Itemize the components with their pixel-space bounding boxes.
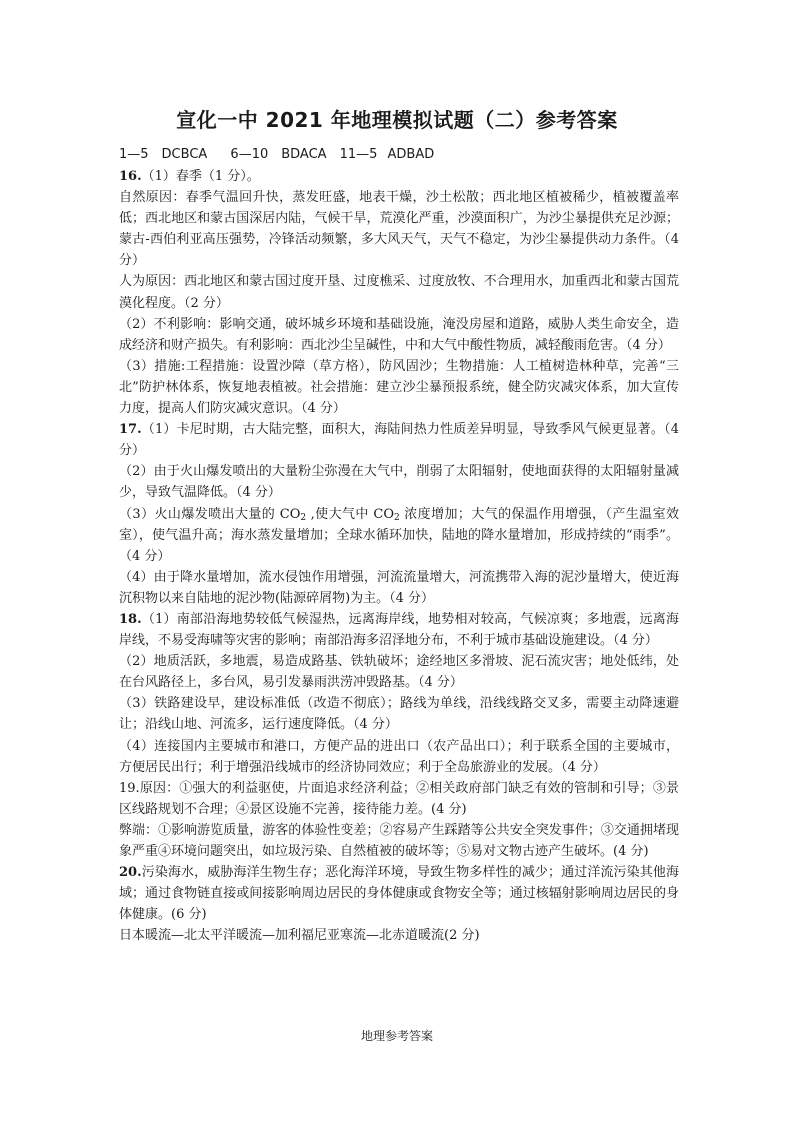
q17-part1-text: （1）卡尼时期，古大陆完整，面积大，海陆间热力性质差异明显，导致季风气候更显著。（4 分）	[119, 422, 679, 459]
q18-part1-text: （1）南部沿海地势较低气候湿热，远离海岸线，地势相对较高，气候凉爽；多地震，远离海岸线，不易受海啸等灾害的影响；南部沿海多沼泽地分布，不利于城市基础设施建设。（4 分）	[119, 611, 679, 649]
q17-part3-text-c: 浓度增加；大气的保温作用增强，（产生温室效室），使气温升高；海水蒸发量增加；全球水循环加快，陆地的降水量增加，形成持续的“雨季”。（4 分）	[119, 506, 679, 564]
q16-natural-causes: 自然原因：春季气温回升快，蒸发旺盛，地表干燥，沙土松散；西北地区植被稀少，植被覆盖率低；西北地区和蒙古国深居内陆，气候干旱，荒漠化严重，沙漠面积广，为沙尘暴提供充足沙源；蒙古-西伯利亚高压强势，冷锋活动频繁，多大风天气，天气不稳定，为沙尘暴提供动力条件。（4 分）	[119, 190, 679, 269]
q20-part1	[119, 862, 679, 925]
q18-part1	[119, 609, 679, 651]
question-number: 19.	[119, 780, 140, 796]
q16-part3: （3）措施:工程措施：设置沙障（草方格），防风固沙；生物措施：人工植树造林种草，完善“三北”防护林体系，恢复地表植被。社会措施：建立沙尘暴预报系统，健全防灾减灾体系，加大宣传力度，提高人们防灾减灾意识。（4 分）	[119, 358, 679, 417]
q20-part1-text: 污染海水，威胁海洋生物生存；恶化海洋环境，导致生物多样性的减少；通过洋流污染其他海域；通过食物链直接或间接影响周边居民的身体健康或食物安全等；通过核辐射影响周边居民的身体健康。(6 分)	[119, 865, 679, 923]
q17-part2: （2）由于火山爆发喷出的大量粉尘弥漫在大气中，削弱了太阳辐射，使地面获得的太阳辐射量减少，导致气温降低。（4 分）	[119, 464, 679, 501]
q19-reasons	[119, 778, 679, 820]
subscript: 2	[300, 512, 307, 523]
question-number: 20.	[119, 865, 142, 881]
q17-part4: （4）由于降水量增加，流水侵蚀作用增强，河流流量增大，河流携带入海的泥沙量增大，使近海沉积物以来自陆地的泥沙物(陆源碎屑物)为主。（4 分）	[119, 569, 679, 606]
question-number: 18.	[119, 611, 142, 627]
answer-body	[119, 166, 679, 946]
q20-part2: 日本暖流—北太平洋暖流—加利福尼亚寒流—北赤道暖流(2 分)	[119, 928, 480, 944]
q18-part2: （2）地质活跃，多地震，易造成路基、铁轨破坏；途经地区多滑坡、泥石流灾害；地处低纬，处在台风路径上，多台风，易引发暴雨洪涝冲毁路基。（4 分）	[119, 654, 679, 691]
q18-part3: （3）铁路建设早，建设标准低（改造不彻底）；路线为单线，沿线线路交叉多，需要主动降速避让；沿线山地、河流多，运行速度降低。（4 分）	[119, 696, 679, 733]
question-number: 17.	[119, 422, 142, 438]
subscript: 2	[393, 512, 400, 523]
page-footer: 地理参考答案	[360, 1029, 433, 1043]
q16-human-causes: 人为原因：西北地区和蒙古国过度开垦、过度樵采、过度放牧、不合理用水，加重西北和蒙古国荒漠化程度。（2 分）	[119, 274, 679, 311]
q18-part4: （4）连接国内主要城市和港口，方便产品的进出口（农产品出口）；利于联系全国的主要城市，方便居民出行；利于增强沿线城市的经济协同效应；利于全岛旅游业的发展。（4 分）	[119, 738, 679, 775]
q17-part1	[119, 419, 679, 461]
q19-reasons-text: 原因：①强大的利益驱使，片面追求经济利益；②相关政府部门缺乏有效的管制和引导；③景区线路规划不合理；④景区设施不完善，接待能力差。(4 分)	[119, 780, 679, 817]
page-title: 宣化一中 2021 年地理模拟试题（二）参考答案	[176, 108, 618, 132]
q16-part1	[119, 166, 679, 187]
question-number: 16.	[119, 169, 142, 184]
q19-drawbacks: 弊端：①影响游览质量，游客的体验性变差；②容易产生踩踏等公共安全突发事件；③交通拥堵现象严重④环境问题突出，如垃圾污染、自然植被的破坏等；⑤易对文物古迹产生破坏。(4 分)	[119, 822, 679, 859]
q17-part3-text-a: （3）火山爆发喷出大量的 CO	[119, 506, 301, 522]
q17-part3	[119, 504, 679, 567]
q16-part2: （2）不利影响：影响交通，破坏城乡环境和基础设施，淹没房屋和道路，威胁人类生命安全，造成经济和财产损失。有利影响：西北沙尘呈碱性，中和大气中酸性物质，减轻酸雨危害。（4 分）	[119, 316, 679, 353]
q17-part3-text-b: ,使大气中 CO	[306, 506, 394, 522]
q16-part1-text: （1）春季（1 分）。	[141, 169, 260, 184]
choice-answers: 1—5 DCBCA 6—10 BDACA 11—5 ADBAD	[119, 147, 435, 162]
